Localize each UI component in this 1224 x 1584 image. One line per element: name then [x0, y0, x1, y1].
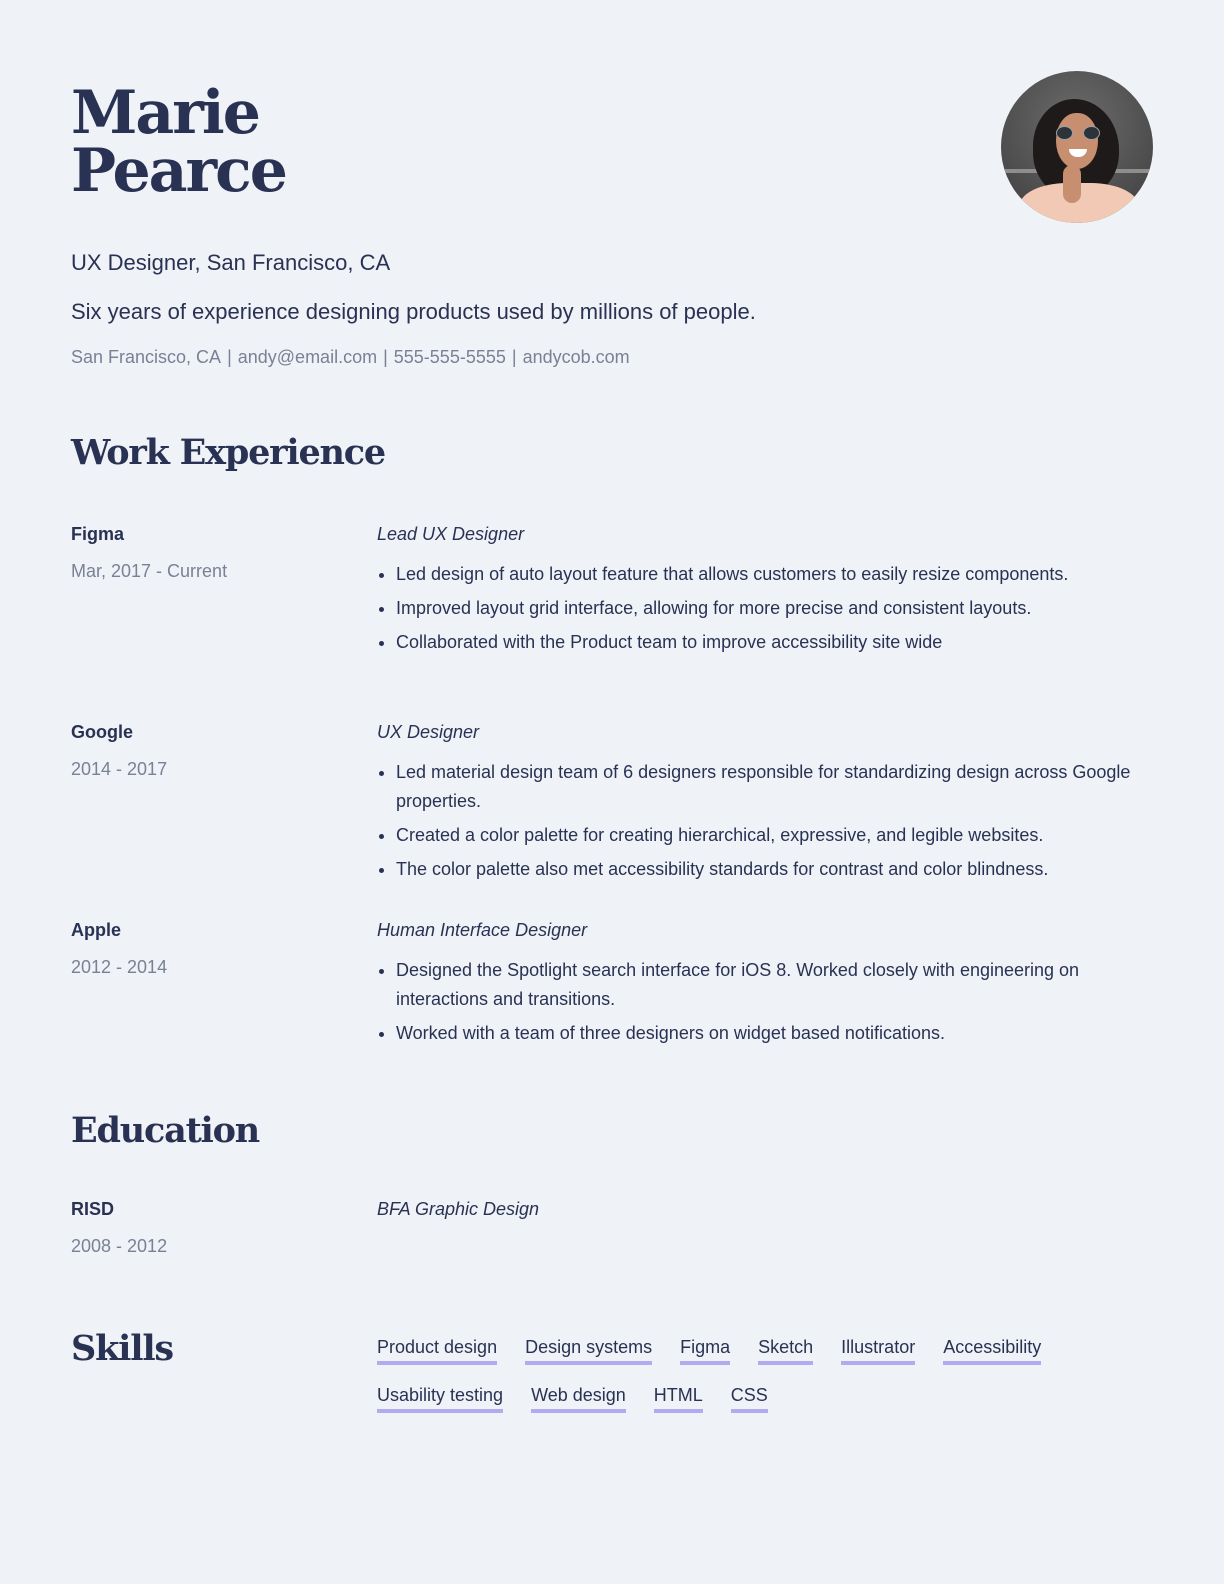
contact-line — [71, 347, 630, 368]
headline: UX Designer, San Francisco, CA — [71, 250, 391, 275]
education-dates: 2008 - 2012 — [71, 1236, 168, 1256]
employment-dates: Mar, 2017 - Current — [71, 561, 228, 581]
skill-tag: CSS — [731, 1382, 768, 1413]
separator: | — [227, 347, 232, 367]
separator: | — [511, 347, 517, 367]
avatar-hand — [1063, 165, 1081, 203]
contact-website[interactable]: andycob.com — [522, 347, 630, 367]
summary: Six years of experience designing products used by millions of people. — [71, 299, 756, 324]
list-item: Improved layout grid interface, allowing for more precise and consistent layouts. — [377, 594, 1157, 623]
skills-heading: Skills — [71, 1328, 173, 1369]
list-item: Led material design team of 6 designers responsible for standardizing design across Google properties. — [377, 758, 1157, 816]
avatar — [1001, 71, 1153, 223]
school-name: RISD — [71, 1199, 115, 1219]
list-item: Led design of auto layout feature that allows customers to easily resize components. — [377, 560, 1157, 589]
degree: BFA Graphic Design — [377, 1199, 540, 1219]
job-title: Human Interface Designer — [377, 920, 588, 940]
list-item: Worked with a team of three designers on widget based notifications. — [377, 1019, 1157, 1048]
skills-list — [377, 1334, 1157, 1413]
responsibility-list — [377, 560, 1157, 662]
skill-tag: Figma — [680, 1334, 730, 1365]
skill-tag: Usability testing — [377, 1382, 503, 1413]
sunglasses-icon — [1056, 126, 1100, 140]
skill-tag: Sketch — [758, 1334, 813, 1365]
skill-tag: HTML — [654, 1382, 703, 1413]
list-item: The color palette also met accessibility standards for contrast and color blindness. — [377, 855, 1157, 884]
responsibility-list — [377, 758, 1157, 889]
separator: | — [383, 347, 388, 367]
contact-phone[interactable]: 555-555-5555 — [393, 347, 506, 367]
list-item: Collaborated with the Product team to improve accessibility site wide — [377, 628, 1157, 657]
skill-tag: Product design — [377, 1334, 497, 1365]
job-title: UX Designer — [377, 722, 480, 742]
list-item: Designed the Spotlight search interface for iOS 8. Worked closely with engineering on interactions and transitions. — [377, 956, 1157, 1014]
list-item: Created a color palette for creating hierarchical, expressive, and legible websites. — [377, 821, 1157, 850]
company-name: Google — [71, 722, 133, 742]
candidate-name — [71, 78, 286, 206]
employment-dates: 2012 - 2014 — [71, 957, 168, 977]
education-heading: Education — [71, 1110, 260, 1151]
avatar-face — [1056, 113, 1098, 169]
skill-tag: Design systems — [525, 1334, 652, 1365]
company-name: Figma — [71, 524, 125, 544]
job-title: Lead UX Designer — [377, 524, 525, 544]
contact-location: San Francisco, CA — [71, 347, 222, 367]
skill-tag: Web design — [531, 1382, 626, 1413]
work-experience-heading: Work Experience — [71, 432, 385, 473]
contact-email[interactable]: andy@email.com — [237, 347, 378, 367]
employment-dates: 2014 - 2017 — [71, 759, 168, 779]
first-name: Marie — [71, 78, 259, 148]
last-name: Pearce — [71, 136, 286, 206]
skill-tag: Accessibility — [943, 1334, 1041, 1365]
responsibility-list — [377, 956, 1157, 1053]
skill-tag: Illustrator — [841, 1334, 915, 1365]
company-name: Apple — [71, 920, 122, 940]
